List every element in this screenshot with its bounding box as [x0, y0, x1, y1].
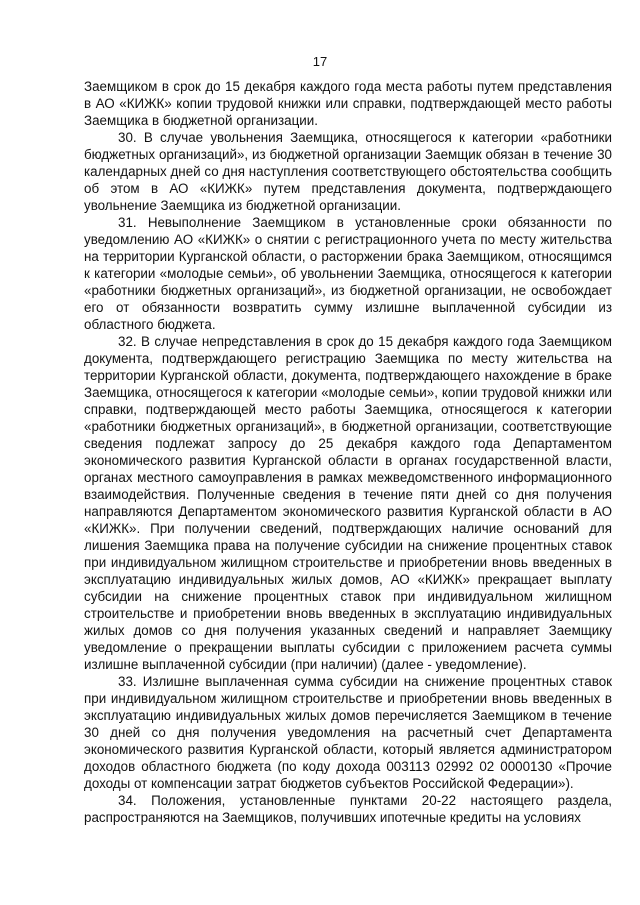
page-number: 17	[312, 54, 328, 69]
paragraph-30: 30. В случае увольнения Заемщика, относящегося к категории «работники бюджетных организаций», из бюджетной организации Заемщик обязан в течение 30 календарных дней со дня наступления соответствующего обстоятельства сообщить об этом в АО «КИЖК» путем представления документа, подтверждающего увольнение Заемщика из бюджетной организации.	[84, 130, 612, 213]
document-body	[84, 78, 612, 826]
paragraph-33: 33. Излишне выплаченная сумма субсидии на снижение процентных ставок при индивидуальном жилищном строительстве и приобретении вновь введенных в эксплуатацию индивидуальных жилых домов перечисляется Заемщиком в течение 30 дней со дня получения уведомления на расчетный счет Департамента экономического развития Курганской области, который является администратором доходов областного бюджета (по коду дохода 003113 02992 02 0000130 «Прочие доходы от компенсации затрат бюджетов субъектов Российской Федерации»).	[84, 674, 612, 791]
paragraph-32: 32. В случае непредставления в срок до 15 декабря каждого года Заемщиком документа, подтверждающего регистрацию Заемщика по месту жительства на территории Курганской области, документа, подтверждающего нахождение в браке Заемщика, относящегося к категории «молодые семьи», копии трудовой книжки или справки, подтверждающей место работы Заемщика, относящегося к категории «работники бюджетных организаций», в бюджетной организации, соответствующие сведения подлежат запросу до 25 декабря каждого года Департаментом экономического развития Курганской области в органах государственной власти, органах местного самоуправления в рамках межведомственного информационного взаимодействия. Полученные сведения в течение пяти дней со дня получения направляются Департаментом экономического развития Курганской области в АО «КИЖК». При получении сведений, подтверждающих наличие оснований для лишения Заемщика права на получение субсидии на снижение процентных ставок при индивидуальном жилищном строительстве и приобретении вновь введенных в эксплуатацию индивидуальных жилых домов, АО «КИЖК» прекращает выплату субсидии на снижение процентных ставок при индивидуальном жилищном строительстве и приобретении вновь введенных в эксплуатацию индивидуальных жилых домов со дня получения указанных сведений и направляет Заемщику уведомление о прекращении выплаты субсидии с приложением расчета суммы излишне выплаченной субсидии (при наличии) (далее - уведомление).	[84, 334, 612, 672]
paragraph-34: 34. Положения, установленные пунктами 20-22 настоящего раздела, распространяются на Заемщиков, получивших ипотечные кредиты на условиях	[84, 793, 612, 825]
paragraph-continuation: Заемщиком в срок до 15 декабря каждого года места работы путем представления в АО «КИЖК» копии трудовой книжки или справки, подтверждающей место работы Заемщика в бюджетной организации.	[84, 79, 612, 128]
paragraph-31: 31. Невыполнение Заемщиком в установленные сроки обязанности по уведомлению АО «КИЖК» о снятии с регистрационного учета по месту жительства на территории Курганской области, о расторжении брака Заемщиком, относящимся к категории «молодые семьи», об увольнении Заемщика, относящегося к категории «работники бюджетных организаций», из бюджетной организации, не освобождает его от обязанности возвратить сумму излишне выплаченной субсидии из областного бюджета.	[84, 215, 612, 332]
